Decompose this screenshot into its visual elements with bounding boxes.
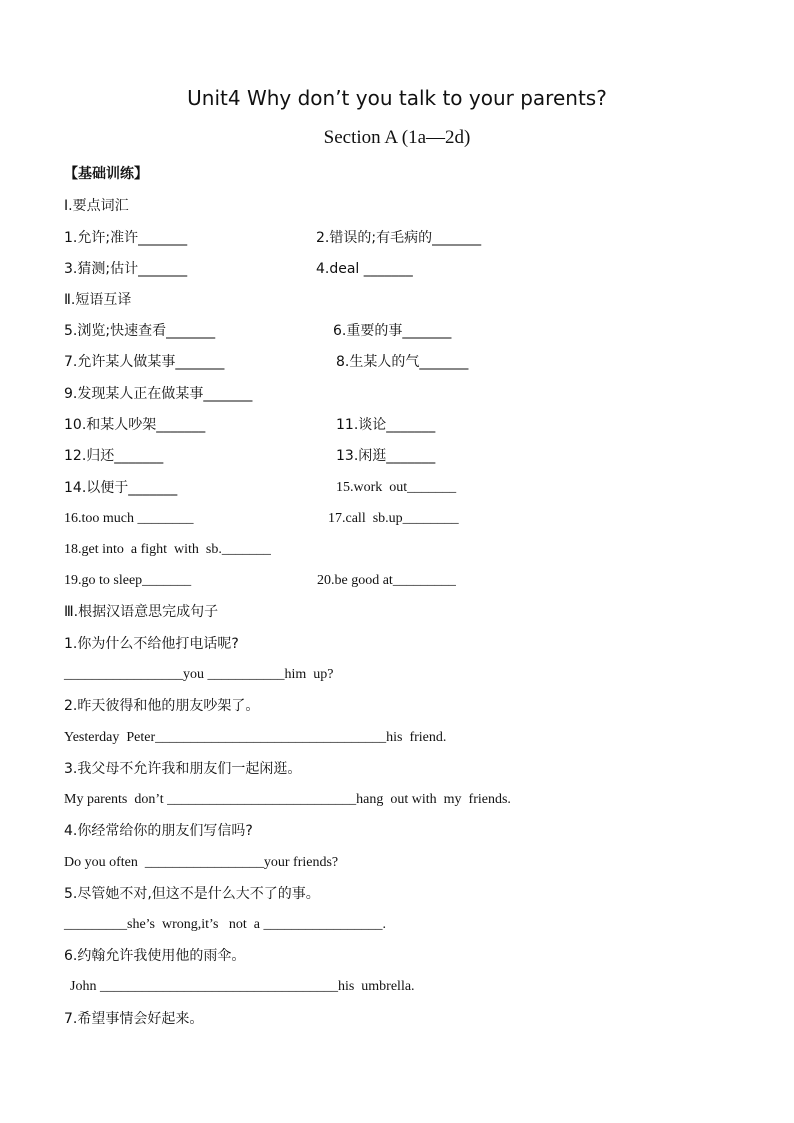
sentence-prompt-3: 3.我父母不允许我和朋友们一起闲逛。: [64, 761, 302, 777]
sentence-prompt-5: 5.尽管她不对,但这不是什么大不了的事。: [64, 886, 320, 902]
vocab-item-4: 4.deal _______: [316, 261, 413, 277]
phrase-item-15: 15.work out_______: [336, 480, 457, 495]
vocab-item-2: 2.错误的;有毛病的_______: [316, 230, 482, 246]
sentence-prompt-1: 1.你为什么不给他打电话呢?: [64, 636, 239, 652]
phrase-item-7: 7.允许某人做某事_______: [64, 354, 225, 370]
phrase-item-17: 17.call sb.up________: [328, 511, 459, 526]
worksheet-title: Unit4 Why don’t you talk to your parents?: [187, 86, 607, 110]
sentence-answer-6: John __________________________________his umbrella.: [70, 979, 415, 994]
sentence-prompt-4: 4.你经常给你的朋友们写信吗?: [64, 823, 253, 839]
sentence-answer-5: _________she’s wrong,it’s not a _________________.: [64, 917, 386, 932]
sentence-prompt-7: 7.希望事情会好起来。: [64, 1011, 204, 1027]
phrase-item-9: 9.发现某人正在做某事_______: [64, 386, 253, 402]
sentence-answer-4: Do you often _________________your friends?: [64, 855, 339, 870]
phrase-item-16: 16.too much ________: [64, 511, 194, 526]
phrase-item-12: 12.归还_______: [64, 448, 164, 464]
basic-training-heading: 【基础训练】: [64, 166, 148, 182]
sentence-answer-2: Yesterday Peter_________________________________his friend.: [64, 730, 447, 745]
phrase-item-14: 14.以便于_______: [64, 480, 178, 496]
section-3-heading: Ⅲ.根据汉语意思完成句子: [64, 604, 219, 620]
phrase-item-11: 11.谈论_______: [336, 417, 436, 433]
phrase-item-20: 20.be good at_________: [317, 573, 456, 588]
sentence-prompt-6: 6.约翰允许我使用他的雨伞。: [64, 948, 246, 964]
phrase-item-6: 6.重要的事_______: [333, 323, 452, 339]
sentence-prompt-2: 2.昨天彼得和他的朋友吵架了。: [64, 698, 260, 714]
sentence-answer-1: _________________you ___________him up?: [64, 667, 334, 682]
sentence-answer-3: My parents don’t ___________________________hang out with my friends.: [64, 792, 511, 807]
phrase-item-5: 5.浏览;快速查看_______: [64, 323, 216, 339]
section-1-heading: Ⅰ.要点词汇: [64, 198, 129, 214]
phrase-item-10: 10.和某人吵架_______: [64, 417, 206, 433]
phrase-item-19: 19.go to sleep_______: [64, 573, 192, 588]
phrase-item-18: 18.get into a fight with sb._______: [64, 542, 271, 557]
vocab-item-1: 1.允许;准许_______: [64, 230, 188, 246]
phrase-item-8: 8.生某人的气_______: [336, 354, 469, 370]
section-2-heading: Ⅱ.短语互译: [64, 292, 132, 308]
phrase-item-13: 13.闲逛_______: [336, 448, 436, 464]
vocab-item-3: 3.猜测;估计_______: [64, 261, 188, 277]
section-subtitle: Section A (1a—2d): [323, 127, 471, 148]
